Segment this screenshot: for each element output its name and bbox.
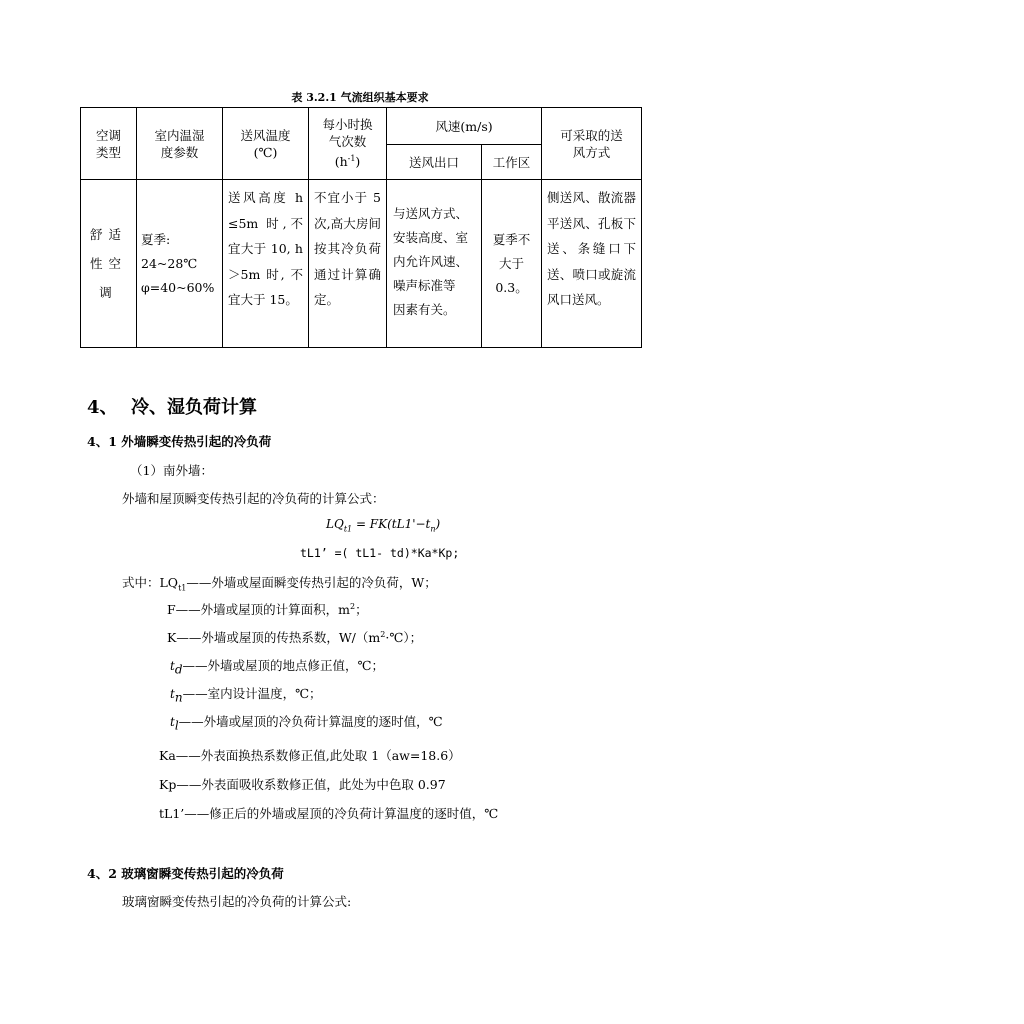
section-4-1-heading: 4、1 外墙瞬变传热引起的冷负荷 [87, 434, 272, 449]
airflow-requirements-table [80, 107, 642, 348]
header-ac-type: 空调 类型 [81, 108, 137, 180]
def-td: $t_d——$外墙或屋顶的地点修正值，℃； [170, 658, 384, 677]
section-4-number: 4、 [87, 397, 118, 418]
formula-tl1: tL1’ =( tL1- td)*Ka*Kp; [300, 546, 460, 560]
section-4-2-intro: 玻璃窗瞬变传热引起的冷负荷的计算公式: [122, 894, 352, 909]
header-supply-temp: 送风温度 (℃) [223, 108, 309, 180]
header-supply-method: 可采取的送 风方式 [542, 108, 642, 180]
cell-air-changes: 不宜小于 5 次,高大房间按其冷负荷通过计算确定。 [309, 180, 387, 348]
cell-outlet: 与送风方式、 安装高度、室 内允许风速、 噪声标准等 因素有关。 [387, 180, 482, 348]
cell-supply-method: 侧送风、散流器平送风、孔板下送、条缝口下送、喷口或旋流风口送风。 [542, 180, 642, 348]
cell-ac-type: 舒适 性空 调 [81, 180, 137, 348]
def-tl: $t_l——$外墙或屋顶的冷负荷计算温度的逐时值，℃ [170, 714, 443, 733]
header-wind-speed: 风速(m/s) [387, 108, 542, 145]
header-outlet: 送风出口 [387, 145, 482, 180]
header-indoor-params: 室内温湿 度参数 [137, 108, 223, 180]
cell-work-zone: 夏季不 大于 0.3。 [482, 180, 542, 348]
section-4-heading [87, 393, 257, 419]
header-work-zone: 工作区 [482, 145, 542, 180]
formula-intro: 外墙和屋顶瞬变传热引起的冷负荷的计算公式： [122, 491, 385, 506]
formula-lq: $LQ_{t1} = FK(tL1'-t_n)$ [326, 517, 441, 534]
def-lq: 式中：$LQ_{t1}——$外墙或屋面瞬变传热引起的冷负荷，W； [122, 575, 437, 593]
def-tn: $t_n——$室内设计温度，℃； [170, 686, 322, 705]
section-4-title: 冷、湿负荷计算 [131, 397, 257, 418]
def-f: F——外墙或屋顶的计算面积，$m^2$； [167, 601, 368, 617]
table-caption: 表 3.2.1 气流组织基本要求 [291, 91, 429, 104]
header-air-changes: 每小时换 气次数 $(h^{-1})$ [309, 108, 387, 180]
def-k: K——外墙或屋顶的传热系数，$W/(m^2\cdot℃)$； [167, 629, 423, 645]
def-tl1: tL1’——修正后的外墙或屋顶的冷负荷计算温度的逐时值，℃ [159, 806, 499, 821]
cell-indoor-params: 夏季: 24~28℃ φ=40~60% [137, 180, 223, 348]
def-ka: Ka——外表面换热系数修正值,此处取 1（aw=18.6） [159, 748, 461, 763]
cell-supply-temp: 送风高度 h ≤5m 时,不宜大于 10, h＞5m 时, 不宜大于 15。 [223, 180, 309, 348]
subsection-south-wall: （1）南外墙： [130, 463, 213, 478]
def-kp: Kp——外表面吸收系数修正值，此处为中色取 0.97 [159, 777, 446, 792]
section-4-2-heading: 4、2 玻璃窗瞬变传热引起的冷负荷 [87, 866, 284, 881]
